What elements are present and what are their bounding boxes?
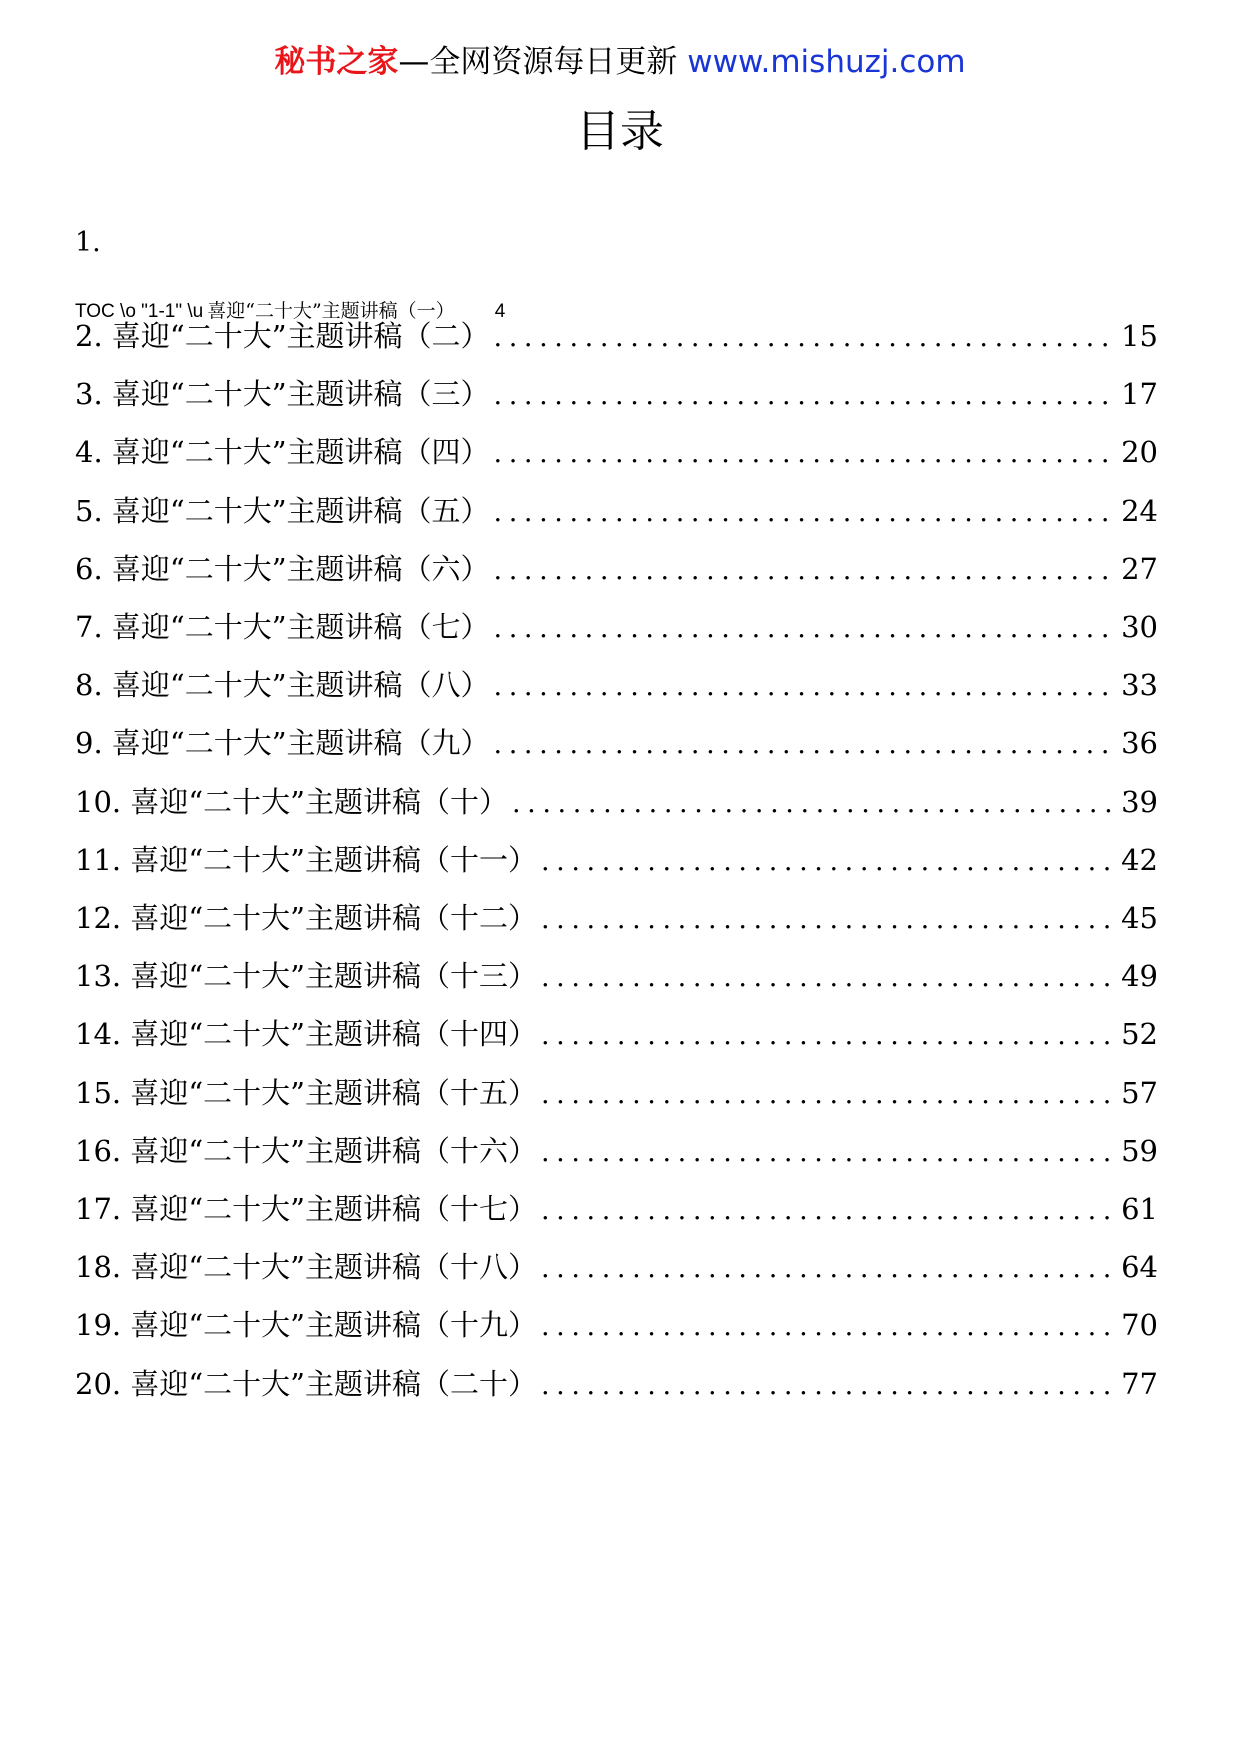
toc-entry[interactable] bbox=[75, 723, 1158, 763]
toc-dot-leader bbox=[494, 725, 1118, 765]
toc-dot-leader bbox=[541, 1191, 1117, 1231]
toc-entry-label: 15. 喜迎“二十大”主题讲稿（十五） bbox=[75, 1076, 537, 1110]
toc-dot-leader bbox=[541, 1075, 1117, 1115]
toc-entry[interactable] bbox=[75, 1014, 1158, 1054]
toc-entry-page: 61 bbox=[1121, 1192, 1158, 1226]
toc-entry-page: 20 bbox=[1121, 435, 1158, 469]
toc-entry[interactable] bbox=[75, 1364, 1158, 1404]
toc-entry-label: 20. 喜迎“二十大”主题讲稿（二十） bbox=[75, 1367, 537, 1401]
toc-entry[interactable] bbox=[75, 316, 1158, 356]
toc-entry[interactable] bbox=[75, 432, 1158, 472]
toc-entry-label: 10. 喜迎“二十大”主题讲稿（十） bbox=[75, 785, 508, 819]
toc-entry-label: 14. 喜迎“二十大”主题讲稿（十四） bbox=[75, 1017, 537, 1051]
toc-entry-label: 17. 喜迎“二十大”主题讲稿（十七） bbox=[75, 1192, 537, 1226]
toc-dot-leader bbox=[541, 1366, 1117, 1406]
site-tagline: —全网资源每日更新 bbox=[398, 44, 688, 80]
toc-entry-page: 24 bbox=[1121, 494, 1158, 528]
toc-dot-leader bbox=[541, 842, 1117, 882]
toc-entry-page: 70 bbox=[1121, 1308, 1158, 1342]
toc-entry[interactable] bbox=[75, 1305, 1158, 1345]
toc-entry-page: 49 bbox=[1121, 959, 1158, 993]
toc-entry-label: 8. 喜迎“二十大”主题讲稿（八） bbox=[75, 668, 490, 702]
toc-entry-label: 19. 喜迎“二十大”主题讲稿（十九） bbox=[75, 1308, 537, 1342]
toc-entry[interactable] bbox=[75, 374, 1158, 414]
toc-entry-label: 6. 喜迎“二十大”主题讲稿（六） bbox=[75, 552, 490, 586]
toc-entry-label: 11. 喜迎“二十大”主题讲稿（十一） bbox=[75, 843, 537, 877]
toc-dot-leader bbox=[494, 493, 1118, 533]
toc-entry-1-number: 1. bbox=[75, 227, 101, 258]
toc-entry[interactable] bbox=[75, 840, 1158, 880]
toc-entry[interactable] bbox=[75, 491, 1158, 531]
toc-dot-leader bbox=[541, 1249, 1117, 1289]
toc-entry-label: 9. 喜迎“二十大”主题讲稿（九） bbox=[75, 726, 490, 760]
toc-dot-leader bbox=[494, 318, 1118, 358]
site-header bbox=[0, 42, 1240, 82]
toc-entry-1-page: 4 bbox=[494, 301, 506, 322]
toc-entry[interactable] bbox=[75, 1247, 1158, 1287]
toc-dot-leader bbox=[541, 1307, 1117, 1347]
toc-entry-page: 17 bbox=[1121, 377, 1158, 411]
toc-dot-leader bbox=[494, 551, 1118, 591]
toc-entry-label: 13. 喜迎“二十大”主题讲稿（十三） bbox=[75, 959, 537, 993]
toc-entry-label: 12. 喜迎“二十大”主题讲稿（十二） bbox=[75, 901, 537, 935]
toc-entry-page: 64 bbox=[1121, 1250, 1158, 1284]
toc-dot-leader bbox=[541, 900, 1117, 940]
toc-entry-page: 33 bbox=[1121, 668, 1158, 702]
toc-entry-1-label: 喜迎“二十大”主题讲稿（一） bbox=[207, 300, 455, 322]
toc-entry-page: 42 bbox=[1121, 843, 1158, 877]
toc-dot-leader bbox=[541, 1016, 1117, 1056]
toc-entry-page: 77 bbox=[1121, 1367, 1158, 1401]
toc-entry[interactable] bbox=[75, 1131, 1158, 1171]
toc-entry[interactable] bbox=[75, 956, 1158, 996]
toc-entry-label: 18. 喜迎“二十大”主题讲稿（十八） bbox=[75, 1250, 537, 1284]
toc-entry[interactable] bbox=[75, 1073, 1158, 1113]
toc-entry-label: 16. 喜迎“二十大”主题讲稿（十六） bbox=[75, 1134, 537, 1168]
toc-entry-page: 52 bbox=[1121, 1017, 1158, 1051]
toc-entry[interactable] bbox=[75, 607, 1158, 647]
toc-entry-label: 2. 喜迎“二十大”主题讲稿（二） bbox=[75, 319, 490, 353]
toc-dot-leader bbox=[494, 376, 1118, 416]
toc-dot-leader bbox=[494, 434, 1118, 474]
toc-dot-leader bbox=[541, 958, 1117, 998]
toc-entry-label: 3. 喜迎“二十大”主题讲稿（三） bbox=[75, 377, 490, 411]
toc-entry[interactable] bbox=[75, 898, 1158, 938]
page-title: 目录 bbox=[576, 106, 664, 157]
toc-entry-page: 39 bbox=[1121, 785, 1158, 819]
toc-entry[interactable] bbox=[75, 665, 1158, 705]
toc-field-code: TOC \o "1-1" \u bbox=[75, 301, 204, 322]
toc-entry-page: 27 bbox=[1121, 552, 1158, 586]
toc-entry[interactable] bbox=[75, 549, 1158, 589]
toc-entry-page: 57 bbox=[1121, 1076, 1158, 1110]
site-url-link[interactable]: www.mishuzj.com bbox=[687, 44, 966, 80]
toc-dot-leader bbox=[512, 784, 1117, 824]
toc-dot-leader bbox=[494, 667, 1118, 707]
toc-entry-page: 45 bbox=[1121, 901, 1158, 935]
toc-dot-leader bbox=[494, 609, 1118, 649]
toc-entry-page: 36 bbox=[1121, 726, 1158, 760]
toc-entry-label: 5. 喜迎“二十大”主题讲稿（五） bbox=[75, 494, 490, 528]
toc-entry[interactable] bbox=[75, 1189, 1158, 1229]
toc-entry-page: 15 bbox=[1121, 319, 1158, 353]
toc-entry-page: 30 bbox=[1121, 610, 1158, 644]
toc-entry-page: 59 bbox=[1121, 1134, 1158, 1168]
toc-entry-label: 7. 喜迎“二十大”主题讲稿（七） bbox=[75, 610, 490, 644]
toc-entry-label: 4. 喜迎“二十大”主题讲稿（四） bbox=[75, 435, 490, 469]
toc-entry[interactable] bbox=[75, 782, 1158, 822]
toc-dot-leader bbox=[541, 1133, 1117, 1173]
brand-name: 秘书之家 bbox=[274, 44, 399, 80]
